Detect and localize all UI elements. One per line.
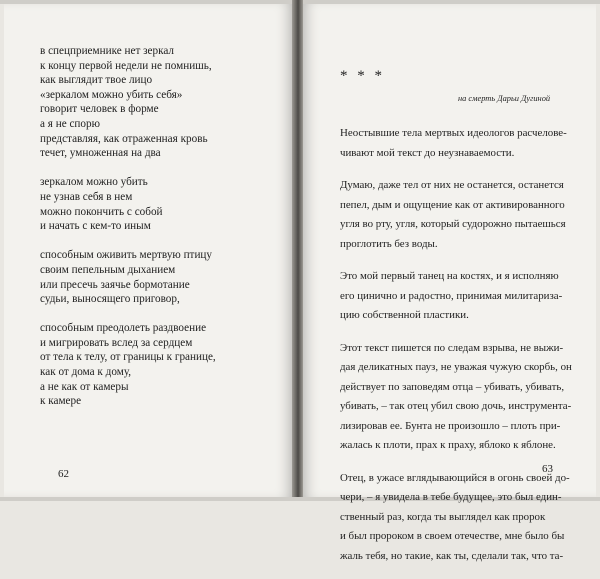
poem-line: к концу первой недели не помнишь, — [40, 59, 212, 72]
paragraph-line: Неостывшие тела мертвых идеологов расчелове- — [340, 127, 567, 139]
poem-line: судьи, выносящего приговор, — [40, 293, 180, 306]
paragraph-line: жаль тебя, но такие, как ты, сделали так, что та- — [340, 549, 564, 562]
poem-line: представляя, как отраженная кровь — [40, 132, 208, 145]
poem-line: «зеркалом можно убить себя» — [40, 88, 183, 101]
page-number-left: 62 — [58, 468, 69, 480]
poem-line: зеркалом можно убить — [40, 176, 148, 189]
poem-line: своим пепельным дыханием — [40, 263, 176, 276]
book-gutter — [292, 0, 303, 501]
paragraph-line: и был пророком в своем отечестве, мне было бы — [340, 530, 565, 542]
poem-line: как от дома к дому, — [40, 366, 132, 379]
poem-line: говорит человек в форме — [40, 103, 159, 116]
paragraph-line: Думаю, даже тел от них не останется, останется — [340, 179, 564, 191]
poem-line: к камере — [40, 395, 82, 408]
page-number-right: 63 — [542, 463, 553, 475]
poem-line: и начать с кем-то иным — [40, 220, 151, 233]
paragraph-line: убивать, – так отец убил свою дочь, инструмента- — [340, 400, 572, 412]
paragraph-line: действует по заповедям отца – убивать, убивать, — [340, 380, 565, 393]
paragraph-line: чивают мой текст до неузнаваемости. — [340, 146, 515, 159]
poem-line: способным оживить мертвую птицу — [40, 249, 213, 262]
prose-text — [340, 124, 572, 579]
poem-line: а я не спорю — [40, 117, 100, 130]
paragraph-2 — [340, 176, 566, 254]
poem-line: в спецприемнике нет зеркал — [40, 45, 175, 57]
paragraph-line: Это мой первый танец на костях, и я исполняю — [340, 270, 559, 282]
poem — [40, 44, 280, 423]
paragraph-line: жалась к плоти, прах к праху, яблоко к яблоне. — [340, 439, 556, 451]
dedication: на смерть Дарьи Дугиной — [458, 94, 551, 103]
poem-stanza-3 — [40, 248, 280, 306]
poem-line: или пресечь заячье бормотание — [40, 278, 190, 291]
paragraph-1 — [340, 124, 567, 163]
paragraph-4 — [340, 339, 572, 456]
paragraph-line: Этот текст пишется по следам взрыва, не выжи- — [340, 341, 564, 354]
poem-line: способным преодолеть раздвоение — [40, 322, 207, 335]
poem-stanza-1 — [40, 44, 280, 161]
paragraph-line: чери, – я увидела в тебе будущее, это был един- — [340, 491, 562, 503]
poem-line: и мигрировать вслед за сердцем — [40, 336, 193, 349]
poem-line: можно покончить с собой — [40, 205, 163, 218]
section-asterisms: * * * — [340, 68, 385, 84]
poem-stanza-2 — [40, 175, 280, 233]
poem-line: как выглядит твое лицо — [40, 74, 153, 87]
paragraph-line: лизировав ее. Бунта не произошло – плоть при- — [340, 419, 561, 432]
paragraph-line: пепел, дым и ощущение как от активированного — [340, 198, 565, 211]
paragraph-line: его цинично и радостно, принимая милитаризa- — [340, 289, 563, 302]
poem-line: не узнав себя в нем — [40, 190, 133, 203]
poem-line: а не как от камеры — [40, 380, 129, 393]
paragraph-line: дая деликатных пауз, не уважая чужую скорбь, он — [340, 361, 572, 373]
paragraph-3 — [340, 267, 562, 326]
paragraph-line: ственный раз, когда ты выглядел как пророк — [340, 510, 546, 523]
poem-line: течет, умноженная на два — [40, 147, 161, 160]
paragraph-5 — [340, 469, 570, 567]
paragraph-line: Отец, в ужасе вглядывающийся в огонь своей до- — [340, 471, 570, 484]
paragraph-line: проглотить без воды. — [340, 237, 438, 250]
paragraph-line: цию собственной пластики. — [340, 309, 469, 321]
poem-stanza-4 — [40, 321, 280, 409]
poem-line: от тела к телу, от границы к границе, — [40, 351, 216, 364]
paragraph-line: угля во рту, угля, который судорожно пытаешься — [340, 218, 566, 230]
